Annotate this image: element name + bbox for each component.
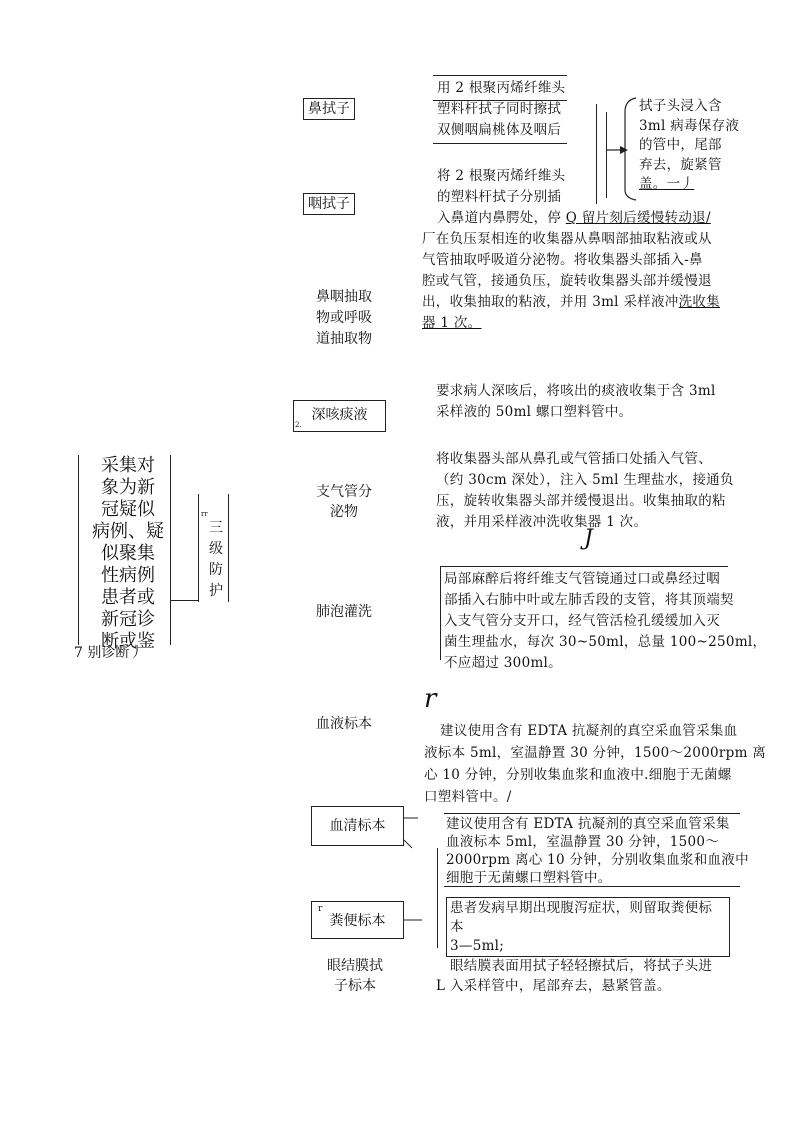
text-line <box>422 292 720 313</box>
text-line: 细胞于无菌螺口塑料管中。 <box>446 870 612 886</box>
lavage-rule <box>440 566 728 567</box>
label-line: 泌物 <box>330 504 358 520</box>
level-line: 级 <box>209 541 223 557</box>
aspirate-label <box>300 287 388 350</box>
text-line: 厂在负压泵相连的收集器从鼻咽部抽取粘液或从 <box>422 231 712 247</box>
stool-corner-mark: r <box>318 904 323 914</box>
blood-text <box>424 720 766 808</box>
stool-text-box <box>446 897 730 957</box>
blood-label: 血液标本 <box>316 716 372 732</box>
text-line: 入支气管分支开口，经气管活检孔缓缓加入灭 <box>444 613 720 629</box>
serum-text <box>446 815 749 887</box>
lavage-label: 肺泡灌洗 <box>316 604 372 620</box>
text-line: 的管中，尾部 <box>639 137 722 153</box>
nose-swab-text <box>437 166 711 229</box>
blood-mark: r <box>424 684 437 714</box>
level-text <box>204 518 228 602</box>
text-line: 液，并用采样液冲洗收集器 1 次。 <box>436 514 648 530</box>
text-line: 眼结膜表面用拭子轻轻擦拭后，将拭子头进 <box>450 958 713 974</box>
label-line: 子标本 <box>334 978 376 994</box>
bronchial-mark: J <box>584 526 593 551</box>
root-line: 患者或 <box>101 587 155 608</box>
sputum-text <box>436 381 716 423</box>
lavage-left-rule <box>440 566 441 660</box>
text-line: 部插入右肺中叶或左肺舌段的支管，将其顶端契 <box>444 592 734 608</box>
lavage-text <box>444 569 766 674</box>
text-line: 将 2 根聚丙烯纤维头 <box>437 168 566 184</box>
root-line: 性病例 <box>101 565 155 586</box>
level-line: 防 <box>209 562 223 578</box>
text-part: 洗收集 <box>678 294 720 310</box>
text-line: 局部麻醉后将纤维支气管镜通过口或鼻经过咽 <box>444 571 720 587</box>
sputum-corner-mark: 2. <box>295 421 302 429</box>
text-line: 患者发病早期出现腹泻症状，则留取粪便标 <box>450 900 713 916</box>
root-connector <box>170 600 198 601</box>
bronchial-label <box>300 482 388 522</box>
stool-label: 粪便标本 <box>329 913 386 929</box>
root-tail: 7 别诊断丿 <box>74 645 144 661</box>
aspirate-text <box>422 229 720 334</box>
text-line: Q 留片刻后缓慢转动退/ <box>565 210 711 226</box>
root-right-rule <box>170 455 171 645</box>
text-line: 液标本 5ml，室温静置 30 分钟，1500～2000rpm 离 <box>424 745 767 761</box>
level-left-rule <box>198 494 199 602</box>
text-line: 3ml 病毒保存液 <box>639 117 740 134</box>
text-line: 本 <box>450 919 464 935</box>
text-line: 弃去，旋紧管 <box>639 156 722 173</box>
root-line: 采集对 <box>101 455 155 476</box>
arrow-head-icon <box>620 146 628 154</box>
text-line: 血液标本 5ml，室温静置 30 分钟，1500～ <box>446 834 720 850</box>
serum-stool-rule <box>437 848 438 948</box>
text-line: 用 2 根聚丙烯纤维头 <box>437 80 566 96</box>
root-line: 象为新 <box>101 477 155 498</box>
serum-connector-slash <box>404 840 412 848</box>
text-line: 要求病人深咳后，将咳出的痰液收集于含 3ml <box>436 383 716 399</box>
throat-swab-box: 咽拭子 <box>303 193 355 215</box>
level-line: 护 <box>209 583 223 599</box>
text-line: 建议使用含有 EDTA 抗凝剂的真空采血管采集血 <box>440 723 738 739</box>
root-left-rule <box>78 455 79 645</box>
label-line: 道抽取物 <box>316 331 372 347</box>
root-line: 似聚集 <box>101 543 155 564</box>
text-line: （约 30cm 深处），注入 5ml 生理盐水，接通负 <box>436 472 734 488</box>
label-line: 物或呼吸 <box>316 310 372 326</box>
text-line: 拭子头浸入含 <box>639 98 722 114</box>
text-line: 菌生理盐水，每次 30~50ml，总量 100~250ml， <box>444 634 767 650</box>
both-swab-rule-bottom <box>433 143 567 144</box>
text-line: 器 1 次。 <box>422 315 482 331</box>
text-part: 出，收集抽取的粘液，并用 3ml 采样液冲 <box>422 294 679 310</box>
text-line: 2000rpm 离心 10 分钟，分别收集血浆和血液中 <box>446 852 749 868</box>
text-line: L 入采样管中，尾部弃去，悬紧管盖。 <box>436 978 671 994</box>
root-line: 新冠诊 <box>101 609 155 630</box>
text-line: 口塑料管中。/ <box>424 789 512 805</box>
bronchial-text <box>436 449 734 533</box>
root-line: 冠疑似 <box>101 499 155 520</box>
text-line: 3—5ml; <box>450 938 505 954</box>
text-line: 塑料杆拭子同时擦拭 <box>437 101 562 117</box>
level-mark: rr <box>201 510 208 518</box>
serum-rule-top <box>444 813 740 814</box>
root-line: 病例、疑 <box>92 521 164 542</box>
sputum-label: 深咳痰液 <box>311 407 368 423</box>
label-line: 支气管分 <box>316 484 372 500</box>
text-line: 双侧咽扁桃体及咽后 <box>437 122 562 138</box>
both-swab-text <box>437 78 565 141</box>
both-swab-rule-top <box>433 75 567 76</box>
nose-swab-box: 鼻拭子 <box>303 98 355 120</box>
level-right-rule <box>228 494 229 602</box>
text-line: 建议使用含有 EDTA 抗凝剂的真空采血管采集 <box>446 816 730 832</box>
root-line: 断或鉴 <box>101 631 155 652</box>
text-line: 气管抽取呼吸道分泌物。将收集器头部插入-鼻 <box>422 252 703 268</box>
text-line: 压，旋转收集器头部并缓慢退出。收集抽取的粘 <box>436 493 726 509</box>
text-line: 盖。一丿 <box>639 176 695 192</box>
stool-text <box>450 899 712 956</box>
text-line: 不应超过 300ml。 <box>444 655 562 671</box>
stool-box <box>311 901 404 939</box>
text-line: 腔或气管，接通负压，旋转收集器头部并缓慢退 <box>422 273 712 289</box>
text-line: 将收集器头部从鼻孔或气管插口处插入气管、 <box>436 451 712 467</box>
level-line: 三 <box>209 520 223 536</box>
sputum-box <box>293 400 386 432</box>
serum-box: 血清标本 <box>311 806 404 846</box>
text-line: 采样液的 50ml 螺口塑料管中。 <box>436 404 633 420</box>
label-line: 鼻咽抽取 <box>316 289 372 305</box>
conj-label <box>310 956 400 996</box>
root-text <box>88 455 168 653</box>
text-line: 心 10 分钟，分别收集血浆和血液中.细胞于无菌螺 <box>424 767 732 783</box>
text-line: 的塑料杆拭子分别插 <box>437 189 562 205</box>
text-line: 入鼻道内鼻腭处，停 <box>437 210 562 226</box>
label-line: 眼结膜拭 <box>327 958 383 974</box>
conj-text <box>436 956 712 996</box>
